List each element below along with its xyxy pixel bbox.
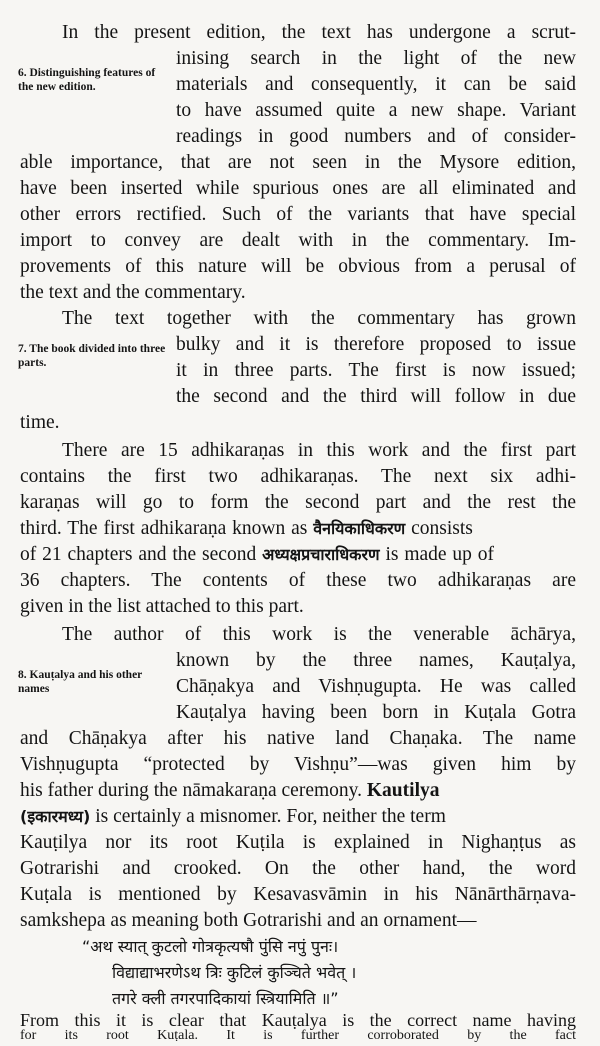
text-segment: third.	[20, 518, 62, 539]
text-line: known by the three names, Kauṭalya,	[176, 650, 576, 671]
text-line: contains the first two adhikaraṇas. The next six adhi-	[20, 466, 576, 487]
text-line: materials and consequently, it can be said	[176, 74, 576, 95]
verse-line: “अथ स्यात् कुटलो गोत्रकृत्यषौ पुंसि नपुं पुनः।	[82, 937, 339, 956]
text-line: The text together with the commentary has grown	[62, 308, 576, 329]
text-line: Kauṭalya having been born in Kuṭala Gotra	[176, 702, 576, 723]
text-line: Chāṇakya and Vishṇugupta. He was called	[176, 676, 576, 697]
text-line-mixed	[20, 542, 576, 568]
text-line-mixed	[20, 804, 576, 830]
text-line: In the present edition, the text has undergone a scrut-	[62, 22, 576, 43]
text-line: Vishṇugupta “protected by Vishṇu”—was given him by	[20, 754, 576, 775]
verse-line: विद्याद्याभरणेऽथ त्रिः कुटिलं कुञ्चिते भवेत् ।	[112, 963, 357, 982]
text-line: readings in good numbers and of consider-	[176, 126, 576, 147]
text-line: import to convey are dealt with in the commentary. Im-	[20, 230, 576, 251]
text-line: the text and the commentary.	[20, 282, 246, 303]
verse-line: तगरे क्ली तगरपादिकायां स्त्रियामिति ॥”	[112, 989, 339, 1008]
text-segment: his father during the nāmakaraṇa ceremony.	[20, 780, 363, 801]
text-line: time.	[20, 412, 60, 433]
text-line: given in the list attached to this part.	[20, 596, 304, 617]
text-line-mixed	[20, 778, 576, 804]
devanagari-term: (इकारमध्य)	[20, 807, 91, 826]
kautilya-term: Kautilya	[366, 780, 440, 801]
text-line: samkshepa as meaning both Gotrarishi and an ornament—	[20, 910, 477, 931]
text-line: other errors rectified. Such of the variants that have special	[20, 204, 576, 225]
text-segment: The first adhikaraṇa known as	[67, 518, 308, 539]
text-line: have been inserted while spurious ones are all eliminated and	[20, 178, 576, 199]
text-line: Kuṭala is mentioned by Kesavasvāmin in his Nānārthārṇava-	[20, 884, 576, 905]
text-line: Kauṭilya nor its root Kuṭila is explained in Nighaṇṭus as	[20, 832, 576, 853]
text-line: for its root Kuṭala. It is further corroborated by the fact	[20, 1028, 576, 1043]
text-line: it in three parts. The first is now issued;	[176, 360, 576, 381]
text-segment: of 21 chapters and the second	[20, 544, 257, 565]
side-note-6: 6. Distinguishing features of the new edition.	[18, 67, 156, 93]
text-line: to have assumed quite a new shape. Variant	[176, 100, 576, 121]
text-line: karaṇas will go to form the second part and the rest the	[20, 492, 576, 513]
text-line: There are 15 adhikaraṇas in this work and the first part	[62, 440, 576, 461]
text-line: 36 chapters. The contents of these two adhikaraṇas are	[20, 570, 576, 591]
text-line: From this it is clear that Kauṭalya is the correct name having	[20, 1010, 576, 1030]
side-note-7: 7. The book divided into three parts.	[18, 343, 166, 369]
text-segment: is made up of	[385, 544, 495, 565]
text-line: bulky and it is therefore proposed to issue	[176, 334, 576, 355]
text-line: Gotrarishi and crooked. On the other hand, the word	[20, 858, 576, 879]
text-line: The author of this work is the venerable āchārya,	[62, 624, 576, 645]
devanagari-term: अध्यक्षप्रचाराधिकरण	[262, 545, 380, 564]
text-line: the second and the third will follow in due	[176, 386, 576, 407]
text-line: inising search in the light of the new	[176, 48, 576, 69]
devanagari-term: वैनयिकाधिकरण	[313, 519, 406, 538]
text-segment: is certainly a misnomer. For, neither the term	[95, 806, 446, 827]
text-line: provements of this nature will be obvious from a perusal of	[20, 256, 576, 277]
text-line-mixed	[20, 516, 576, 542]
side-note-8: 8. Kauṭalya and his other names	[18, 669, 143, 695]
text-line: and Chāṇakya after his native land Chaṇaka. The name	[20, 728, 576, 749]
text-line: able importance, that are not seen in the Mysore edition,	[20, 152, 576, 173]
text-segment: consists	[411, 518, 473, 539]
